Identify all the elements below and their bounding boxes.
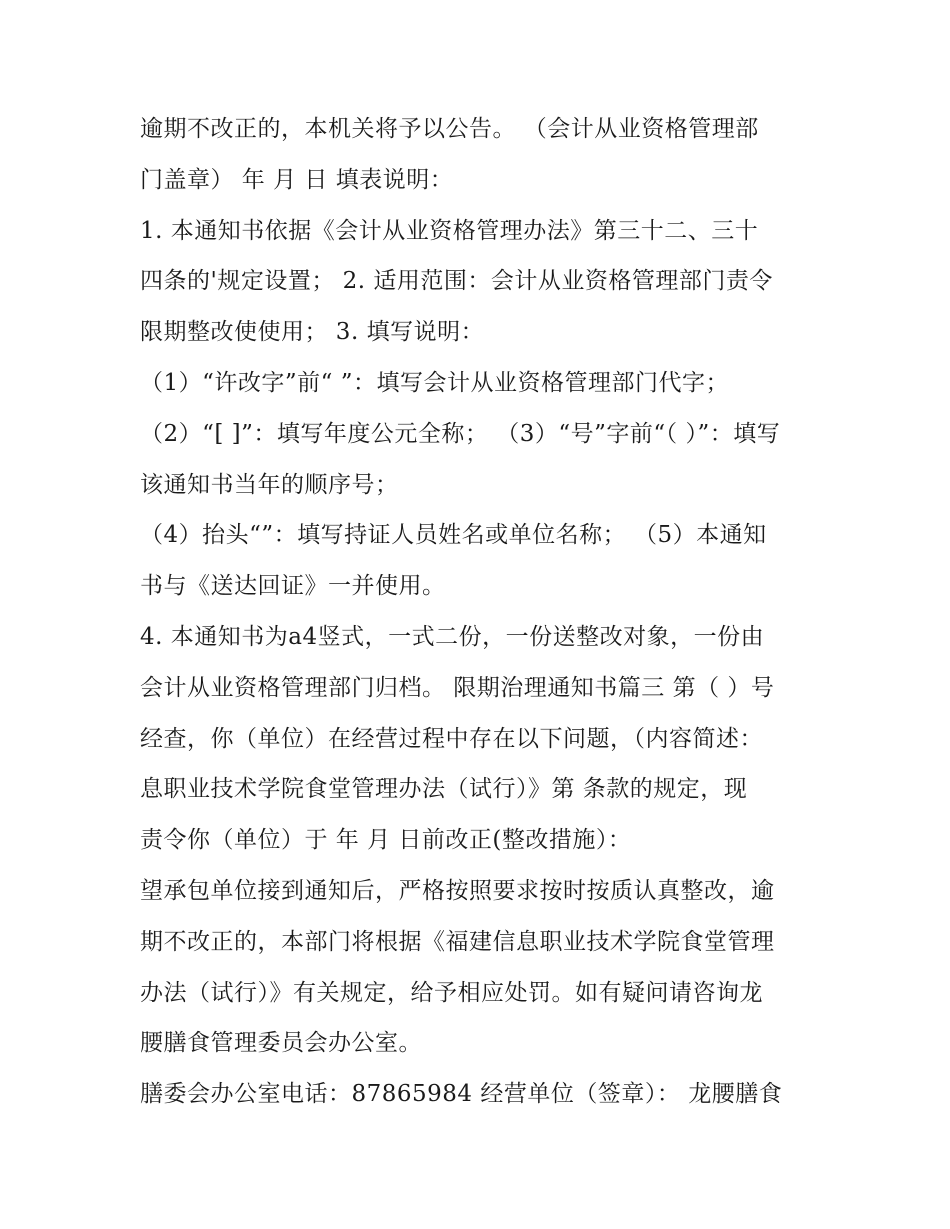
text-line: 办法（试行）》有关规定，给予相应处罚。如有疑问请咨询龙 (140, 979, 763, 1006)
text-line: 书与《送达回证》一并使用。 (140, 573, 446, 600)
text-line: 1. 本通知书依据《会计从业资格管理办法》第三十二、三十 (140, 217, 759, 244)
text-line: 腰膳食管理委员会办公室。 (140, 1030, 422, 1057)
text-line: 4. 本通知书为a4竖式，一式二份，一份送整改对象，一份由 (140, 623, 765, 650)
text-line: 门盖章） 年 月 日 填表说明： (140, 166, 454, 193)
text-line: 会计从业资格管理部门归档。 限期治理通知书篇三 第（ ）号 (140, 674, 775, 701)
text-line: 责令你（单位）于 年 月 日前改正(整改措施）： (140, 827, 632, 854)
text-line: 限期整改使使用； 3. 填写说明： (140, 319, 485, 346)
text-line: （2）“[ ]”：填写年度公元全称； （3）“号”字前“（ ）”：填写 (140, 420, 781, 447)
text-line: 息职业技术学院食堂管理办法（试行）》第 条款的规定，现 (140, 776, 748, 803)
text-line: 逾期不改正的，本机关将予以公告。 （会计从业资格管理部 (140, 116, 759, 142)
text-line: 该通知书当年的顺序号； (140, 471, 399, 498)
text-line: 膳委会办公室电话：87865984 经营单位（签章）： 龙腰膳食 (140, 1081, 783, 1108)
text-line: （4）抬头“”：填写持证人员姓名或单位名称； （5）本通知 (140, 522, 767, 549)
text-line: 期不改正的，本部门将根据《福建信息职业技术学院食堂管理 (140, 928, 775, 955)
text-line: （1）“许改字”前“ ”：填写会计从业资格管理部门代字； (140, 369, 729, 396)
text-line: 经查，你（单位）在经营过程中存在以下问题，（内容简述： (140, 725, 763, 752)
text-line: 四条的'规定设置； 2. 适用范围：会计从业资格管理部门责令 (140, 268, 773, 295)
document-body (140, 104, 820, 1120)
text-line: 望承包单位接到通知后，严格按照要求按时按质认真整改，逾 (140, 877, 775, 904)
